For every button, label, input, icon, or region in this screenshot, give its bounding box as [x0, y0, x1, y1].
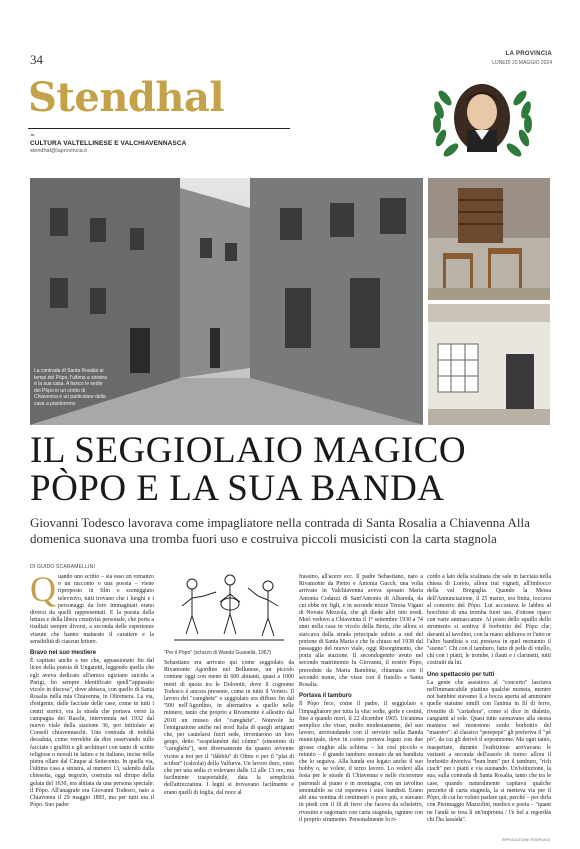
article-column-4: [427, 574, 551, 824]
section-email[interactable]: stendhal@laprovincia.it: [30, 148, 87, 154]
stendhal-portrait: [415, 78, 550, 166]
article-text-col1: È capitato anche a me che, appassionato fin dal liceo della poesia di Ungaretti, leggendo quella che egli aveva dedicato all'amico egiziano suicida a Parigi, ho sempre identificato quell'"appassito vicolo in discesa", dove abitava, con quello di Santa Rosalia nella mia Chiavenna, in Oltremera. La via, d'esigente, dalle facciate delle case, come in tutti i centri storici, era la strada che portava verso la campagna dei Raschi, intervenuta nel 1932 dal nuovo viale della stazione 36, poi intitolato ai Consoli chiavennaschi. Una contrada di nobiltà decaduta, come verrebbe da dire osservando sulle facciate i graffiti e gli architravi con tanto di scritte religiose o morali in latino e in italiano, incise nella pietra ollare dal Cinque al Settecento. In quella via, l'ultima casa a sinistra, al numero 13, salendo dalla chiesetta, oggi negozio, costruita sul dirupo della gelata del 1630, era abitata da una persona speciale: il Pòpo. All'anagrafe era Giovanni Todesco, nato a Chiavenna il 29 maggio 1893, ma per tutti era il Pòpo. Suo padre: [30, 658, 154, 809]
photo-caption: La contrada di Santa Rosalia ai tempi del Pòpo, l'ultima a sinistra è la sua casa. A fianco le sedie del Pòpo in un crotto di Chiavenna e un particolare della casa a pianterreno: [34, 368, 107, 407]
issue-date: LUNEDÌ 20 MAGGIO 2024: [492, 60, 552, 66]
subhead-bravo: Bravo nel suo mestiere: [30, 650, 97, 657]
drop-cap: Q: [30, 569, 56, 609]
article-text-col2: Sebastiano era arrivato qui come seggiolaio da Rivamonte Agordino nel Bellunese, un piccolo comune oggi con meno di 600 abitanti, quasi a 1000 metri di quota tra le Dolomiti, dove il cognome Todesco è ancora presente, come in tutto il Veneto. Il lavoro del "careghète" o seggiolaio era diffuso fin dal '500 nell'Agordino, in alternativa a quello nelle miniere, tanto che proprio a Rivamonte è allestito dal 2018 un museo dei "careghète". Notevole fu l'emigrazione anche nel nord Italia di quegli artigiani che, per cautelarsi fuori sede, inventarono un loro gergo, detto "scapelamènt del cômm" (sinonimo di "careghèta"), non diversamente da quanto avvenne vicino a noi per il "dàbbiu" di Olmo o per il "plat di sciibar" (calzolai) della Valfurva. Un lavoro duro, visto che per una sedia ci volevano dalle 12 alle 13 ore, ma facilmente trasportabile, data la semplicità dell'attrezzatura. I legni si trovavano facilmente e erano quelli di foglia, dal noce al: [164, 660, 294, 796]
article-text-col3: frassino, all'acero ecc. Il padre Sebastiano, nato a Rivamonte da Pietro e Antonia Gucch, una volta arrivato in Valchiavenna aveva sposato Maria Antonia Codazzi di Sant'Antonio di Albareda, da cui ebbe tre figli, e in seconde nozze Teresa Vigani di Novate Mezzola, che gli diede altri otto eredi. Morì vedovo a Chiavenna il 1° settembre 1930 a 74 anni nella casa in vicolo della Berta, che allora si staccava dalla strada principale subito a sud del portone di Santa Maria e che fu chiuso nel 1938 dal passaggio del nuovo viale, oggi Risorgimento, che porta alla stazione. Il secondogenito avuto nel secondo matrimonio fu Giovanni, il nostro Pòpo, precedute da Maria Bambina, chiamata con il secondo nome, che visse con il fratello a Santa Rosalia.: [299, 574, 423, 689]
section-title: Stendhal: [28, 74, 225, 121]
article-headline: IL SEGGIOLAIO MAGICO PÒPO E LA SUA BANDA: [30, 430, 467, 509]
section-subtitle: CULTURA VALTELLINESE E VALCHIAVENNASCA: [30, 140, 187, 147]
house-detail-photo: [428, 304, 550, 425]
copyright-notice: RIPRODUZIONE RISERVATA: [501, 838, 550, 842]
article-text-col3b: Il Pòpo fece, come il padre, il seggiolaio e l'impagliatore per tutta la vita: sedie, gerle e cestini, fino a quando morì, il 22 dicembre 1965. Un'anima semplice che visse, molto modestamente, del suo lavoro, arrotondando con il servizio nella Banda municipale, dove in corteo portava legato con due grosse cinghie alla schiena – lui così piccolo e minuto – il grande tamburo suonato da un bandista che lo seguiva. Alla banda era legato anche il suo hobby o, se volete, il terzo lavoro. Lo vedevi alla festa per le strade di Chiavenna e nelle ricorrenze patronali al piano o in montagna, con un tavolino smontabile su cui esponeva i suoi bandisti. Erano alti una ventina di centimetri o poco più, e stavano in piedi con il fil di ferro che faceva da scheletro, rivestito e sagomato con carta stagnola, ognuno con il proprio strumento. Personalmente lo ri-: [299, 701, 423, 823]
band-sketch: [164, 566, 294, 648]
article-column-3: [299, 574, 423, 824]
article-intro: uando uno scritto – sia esso un romanzo o un racconto o una poesia – viene riproposto in film o sceneggiato televisivo, tutti trovano che i luoghi e i personaggi da loro immaginati erano diversi da quelli rappresentati. E la poesia della lettura e della libera creatività personale, che porta a risultati sempre diversi, a seconda delle esperienze vissute che hanno maturato il carattere e la sensibilità di ciascun lettore.: [30, 574, 154, 645]
chairs-photo: [428, 178, 550, 300]
article-standfirst: Giovanni Todesco lavorava come impagliatore nella contrada di Santa Rosalia a Chiavenna Alla domenica suonava una tromba fuori uso e costruiva piccoli musicisti con la carta stagnola: [30, 515, 530, 546]
page-number: 34: [30, 52, 43, 67]
masthead-rule: [28, 128, 290, 129]
sketch-caption: "Per il Pòpo" (schizzo di Wanda Guanella, 1967): [164, 650, 272, 656]
article-column-2: [164, 660, 294, 797]
newspaper-name: LA PROVINCIA: [505, 51, 552, 57]
article-column-1: [30, 569, 154, 810]
article-byline: DI GUIDO SCARAMELLINI: [30, 564, 96, 570]
article-text-col4b: La gente che assisteva al "concerto" lasciava nell'immancabile piattino qualche moneta, mentre noi bambini stavamo lì a bocca aperta ad ammirare quelle statuine simili con l'anima in fil di ferro, rivestite di "cartadora", come si dice in dialetto, cangianti al sole. Quasi tutte suonavano alla stessa maniera nel monotono sordo borbottio del "maestro": al classico "perepepè" gli preferiva il "pè pò", da cui gli derivò il soprannome. Ma ogni tanto, inaspettate, durante l'esibizione arrivavano le varianti a seconda dell'assolo di turno: allora il borbottio diveniva "bum bum" per il tamburo, "rich ciach" per i piatti e via suonando. Un'istituzione, la sua, sulla contrada di Santa Rosalia, tanto che tra le case, quando naturalmente capitava qualche pezzetto di carta stagnola, la si metteva via per il Pòpo, di cui ho voluto parlare qui, perché – per dirla con Piermaggio Mazzolini, medico e poeta – "quant ne l'andà se troa lì un'impronta / l'è bel a regordàs chi l'ha lassàda".: [427, 679, 551, 823]
subhead-spettacolo: Uno spettacolo per tutti: [427, 671, 495, 678]
article-text-col4: cordo a lato della scalinata che sale in facciata nella chiesa di Loreto, allora trai vigneti, all'imbocco della val Bregaglia. Quando la Messa dell'Annunciazione, il 25 marzo, era finita, toccava al concerto del Pòpo. Lui accostava le labbra al bocchino di una tromba fuori uso, d'ottone opaco con varie ammaccature. Al posto dello squillo dello strumento si sentiva il borbottio del Pòpo che, davanti al tavolino, con la mano addirava or l'uno or l'altro bandista a cui prestava in quel momento il "suono". Chi con il tamburo, fatto di pelle di vitello, chi con i piatti, le trombe, i flauti e i clarinetti, tutti costruiti da lui.: [427, 574, 551, 667]
subhead-tamburo: Portava il tamburo: [299, 693, 352, 700]
section-icon: ≈: [30, 132, 36, 139]
